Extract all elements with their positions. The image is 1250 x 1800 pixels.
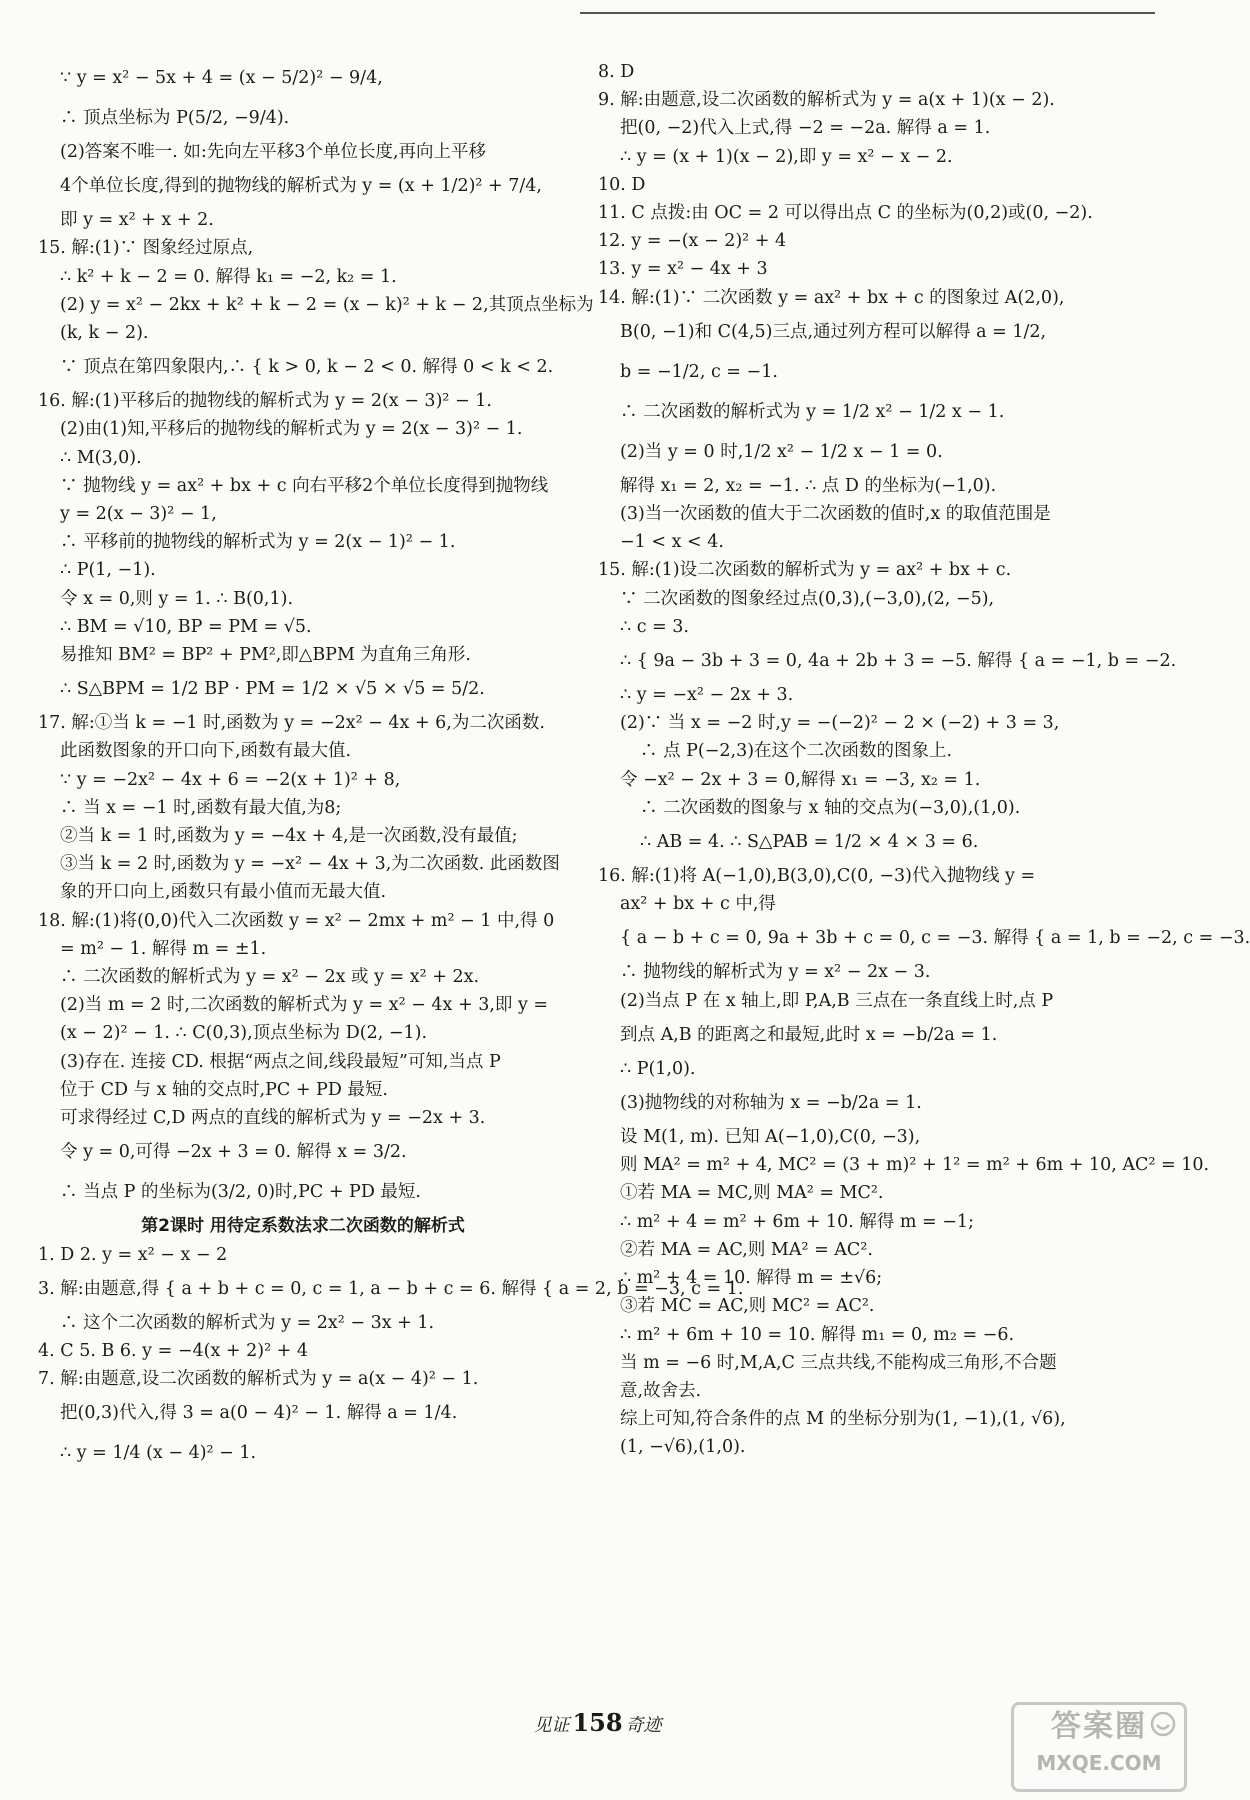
text-line: ∵ 顶点在第四象限内,∴ { k > 0, k − 2 < 0. 解得 0 < k < 2. xyxy=(60,357,554,378)
text-line: 令 −x² − 2x + 3 = 0,解得 x₁ = −3, x₂ = 1. xyxy=(620,769,981,790)
text-line: 11. C 点拨:由 OC = 2 可以得出点 C 的坐标为(0,2)或(0, −2). xyxy=(598,203,1093,224)
text-line: ∴ { 9a − 3b + 3 = 0, 4a + 2b + 3 = −5. 解得 { a = −1, b = −2. xyxy=(620,651,1177,672)
text-line: ∴ m² + 4 = m² + 6m + 10. 解得 m = −1; xyxy=(620,1211,974,1232)
text-line: B(0, −1)和 C(4,5)三点,通过列方程可以解得 a = 1/2, xyxy=(620,321,1047,342)
text-line: ∴ AB = 4. ∴ S△PAB = 1/2 × 4 × 3 = 6. xyxy=(640,832,979,853)
text-line: ∴ 这个二次函数的解析式为 y = 2x² − 3x + 1. xyxy=(60,1312,435,1333)
text-line: 综上可知,符合条件的点 M 的坐标分别为(1, −1),(1, √6), xyxy=(620,1409,1066,1430)
question-7: 7. 解:由题意,设二次函数的解析式为 y = a(x − 4)² − 1. xyxy=(38,1369,479,1390)
text-line: ∴ y = 1/4 (x − 4)² − 1. xyxy=(60,1443,257,1464)
text-line: −1 < x < 4. xyxy=(620,532,724,553)
text-line: (2) y = x² − 2kx + k² + k − 2 = (x − k)² + k − 2,其顶点坐标为 xyxy=(60,294,594,315)
footer-brand-left: 见证 xyxy=(533,1715,570,1736)
text-line: ∴ c = 3. xyxy=(620,616,689,637)
text-line: (k, k − 2). xyxy=(60,323,149,344)
text-line: ∴ 顶点坐标为 P(5/2, −9/4). xyxy=(60,108,290,128)
text-line: ∴ BM = √10, BP = PM = √5. xyxy=(60,616,312,637)
text-line: 4. C 5. B 6. y = −4(x + 2)² + 4 xyxy=(38,1340,309,1361)
text-line: ∴ 当 x = −1 时,函数有最大值,为8; xyxy=(60,797,342,818)
text-line: 则 MA² = m² + 4, MC² = (3 + m)² + 1² = m² + 6m + 10, AC² = 10. xyxy=(620,1155,1210,1176)
text-line: 8. D xyxy=(598,62,635,82)
question-15: 15. 解:(1)设二次函数的解析式为 y = ax² + bx + c. xyxy=(598,560,1012,581)
text-line: (x − 2)² − 1. ∴ C(0,3),顶点坐标为 D(2, −1). xyxy=(60,1023,428,1044)
page-number: 158 xyxy=(572,1708,623,1737)
text-line: 设 M(1, m). 已知 A(−1,0),C(0, −3), xyxy=(620,1127,921,1148)
text-line: 即 y = x² + x + 2. xyxy=(60,210,214,231)
question-16: 16. 解:(1)将 A(−1,0),B(3,0),C(0, −3)代入抛物线 y = xyxy=(598,866,1036,887)
text-line: ③若 MC = AC,则 MC² = AC². xyxy=(620,1296,875,1317)
text-line: ∴ m² + 6m + 10 = 10. 解得 m₁ = 0, m₂ = −6. xyxy=(620,1324,1015,1345)
text-line: ∵ y = x² − 5x + 4 = (x − 5/2)² − 9/4, xyxy=(60,68,383,88)
footer-brand-right: 奇迹 xyxy=(625,1715,662,1736)
text-line: 12. y = −(x − 2)² + 4 xyxy=(598,231,787,252)
text-line: ∴ y = (x + 1)(x − 2),即 y = x² − x − 2. xyxy=(620,146,953,167)
text-line: ∵ y = −2x² − 4x + 6 = −2(x + 1)² + 8, xyxy=(60,769,401,790)
text-line: ∴ k² + k − 2 = 0. 解得 k₁ = −2, k₂ = 1. xyxy=(60,266,397,287)
text-line: ∴ m² + 4 = 10. 解得 m = ±√6; xyxy=(620,1268,883,1289)
text-line: ∵ 二次函数的图象经过点(0,3),(−3,0),(2, −5), xyxy=(620,588,995,609)
question-17: 17. 解:①当 k = −1 时,函数为 y = −2x² − 4x + 6,为二次函数. xyxy=(38,713,545,734)
text-line: 到点 A,B 的距离之和最短,此时 x = −b/2a = 1. xyxy=(620,1024,998,1045)
text-line: 当 m = −6 时,M,A,C 三点共线,不能构成三角形,不合题 xyxy=(620,1352,1057,1373)
text-line: ③当 k = 2 时,函数为 y = −x² − 4x + 3,为二次函数. 此函数图 xyxy=(60,854,560,875)
text-line: 把(0,3)代入,得 3 = a(0 − 4)² − 1. 解得 a = 1/4. xyxy=(60,1403,458,1424)
text-line: 位于 CD 与 x 轴的交点时,PC + PD 最短. xyxy=(60,1079,388,1100)
text-line: ∴ 二次函数的解析式为 y = x² − 2x 或 y = x² + 2x. xyxy=(60,967,480,988)
text-line: ∴ P(1, −1). xyxy=(60,560,156,581)
watermark-title: 答案圈 xyxy=(1051,1709,1147,1744)
text-line: 意,故舍去. xyxy=(620,1380,702,1401)
text-line: 可求得经过 C,D 两点的直线的解析式为 y = −2x + 3. xyxy=(60,1108,486,1129)
text-line: ∴ 二次函数的解析式为 y = 1/2 x² − 1/2 x − 1. xyxy=(620,401,1005,422)
text-line: 象的开口向上,函数只有最小值而无最大值. xyxy=(60,882,387,903)
text-line: 令 y = 0,可得 −2x + 3 = 0. 解得 x = 3/2. xyxy=(60,1142,407,1163)
question-9: 9. 解:由题意,设二次函数的解析式为 y = a(x + 1)(x − 2). xyxy=(598,90,1055,111)
text-line: ax² + bx + c 中,得 xyxy=(620,894,776,915)
question-3: 3. 解:由题意,得 { a + b + c = 0, c = 1, a − b + c = 6. 解得 { a = 2, b = −3, c = 1. xyxy=(38,1278,744,1299)
text-line: ①若 MA = MC,则 MA² = MC². xyxy=(620,1183,884,1204)
right-column xyxy=(598,58,1250,1462)
text-line: ∴ S△BPM = 1/2 BP · PM = 1/2 × √5 × √5 = 5/2. xyxy=(60,679,485,700)
section-heading: 第2课时 用待定系数法求二次函数的解析式 xyxy=(141,1216,465,1237)
text-line: ∴ 平移前的抛物线的解析式为 y = 2(x − 1)² − 1. xyxy=(60,532,456,553)
watermark-url: MXQE.COM xyxy=(1036,1751,1162,1775)
text-line: y = 2(x − 3)² − 1, xyxy=(60,504,217,525)
text-line: ∴ 二次函数的图象与 x 轴的交点为(−3,0),(1,0). xyxy=(640,797,1021,818)
text-line: ②若 MA = AC,则 MA² = AC². xyxy=(620,1239,873,1260)
text-line: ∴ P(1,0). xyxy=(620,1058,696,1079)
text-line: (2)由(1)知,平移后的抛物线的解析式为 y = 2(x − 3)² − 1. xyxy=(60,419,523,440)
text-line: (3)抛物线的对称轴为 x = −b/2a = 1. xyxy=(620,1093,922,1114)
text-line: 此函数图象的开口向下,函数有最大值. xyxy=(60,741,352,762)
question-18: 18. 解:(1)将(0,0)代入二次函数 y = x² − 2mx + m² − 1 中,得 0 xyxy=(38,910,555,931)
text-line: (2)当点 P 在 x 轴上,即 P,A,B 三点在一条直线上时,点 P xyxy=(620,990,1054,1011)
text-line: (1, −√6),(1,0). xyxy=(620,1437,746,1458)
smile-icon xyxy=(1150,1711,1176,1737)
text-line: (3)存在. 连接 CD. 根据“两点之间,线段最短”可知,当点 P xyxy=(60,1051,501,1072)
text-line: 4个单位长度,得到的抛物线的解析式为 y = (x + 1/2)² + 7/4, xyxy=(60,176,542,197)
text-line: 把(0, −2)代入上式,得 −2 = −2a. 解得 a = 1. xyxy=(620,118,991,139)
text-line: 1. D 2. y = x² − x − 2 xyxy=(38,1244,228,1265)
text-line: (2)当 m = 2 时,二次函数的解析式为 y = x² − 4x + 3,即 y = xyxy=(60,995,549,1016)
text-line: b = −1/2, c = −1. xyxy=(620,361,778,382)
text-line: ∴ 当点 P 的坐标为(3/2, 0)时,PC + PD 最短. xyxy=(60,1182,421,1203)
text-line: = m² − 1. 解得 m = ±1. xyxy=(60,938,267,959)
question-14: 14. 解:(1)∵ 二次函数 y = ax² + bx + c 的图象过 A(2,0), xyxy=(598,287,1065,308)
text-line: ②当 k = 1 时,函数为 y = −4x + 4,是一次函数,没有最值; xyxy=(60,826,518,847)
text-line: ∴ 点 P(−2,3)在这个二次函数的图象上. xyxy=(640,741,953,762)
text-line: (3)当一次函数的值大于二次函数的值时,x 的取值范围是 xyxy=(620,504,1051,525)
text-line: 解得 x₁ = 2, x₂ = −1. ∴ 点 D 的坐标为(−1,0). xyxy=(620,475,997,496)
text-line: 10. D xyxy=(598,174,646,195)
text-line: (2)答案不唯一. 如:先向左平移3个单位长度,再向上平移 xyxy=(60,142,487,162)
text-line: ∴ 抛物线的解析式为 y = x² − 2x − 3. xyxy=(620,962,931,983)
text-line: 13. y = x² − 4x + 3 xyxy=(598,259,768,280)
text-line: ∴ y = −x² − 2x + 3. xyxy=(620,685,794,706)
text-line: 易推知 BM² = BP² + PM²,即△BPM 为直角三角形. xyxy=(60,645,471,666)
text-line: ∴ M(3,0). xyxy=(60,447,142,468)
text-line: { a − b + c = 0, 9a + 3b + c = 0, c = −3. 解得 { a = 1, b = −2, c = −3. xyxy=(620,928,1250,949)
watermark-logo xyxy=(1011,1702,1187,1792)
text-line: ∵ 抛物线 y = ax² + bx + c 向右平移2个单位长度得到抛物线 xyxy=(60,475,549,496)
question-15: 15. 解:(1)∵ 图象经过原点, xyxy=(38,238,254,259)
question-16: 16. 解:(1)平移后的抛物线的解析式为 y = 2(x − 3)² − 1. xyxy=(38,391,492,412)
text-line: 令 x = 0,则 y = 1. ∴ B(0,1). xyxy=(60,588,294,609)
text-line: (2)∵ 当 x = −2 时,y = −(−2)² − 2 × (−2) + 3 = 3, xyxy=(620,713,1060,734)
top-rule xyxy=(580,12,1155,14)
text-line: (2)当 y = 0 时,1/2 x² − 1/2 x − 1 = 0. xyxy=(620,441,943,462)
